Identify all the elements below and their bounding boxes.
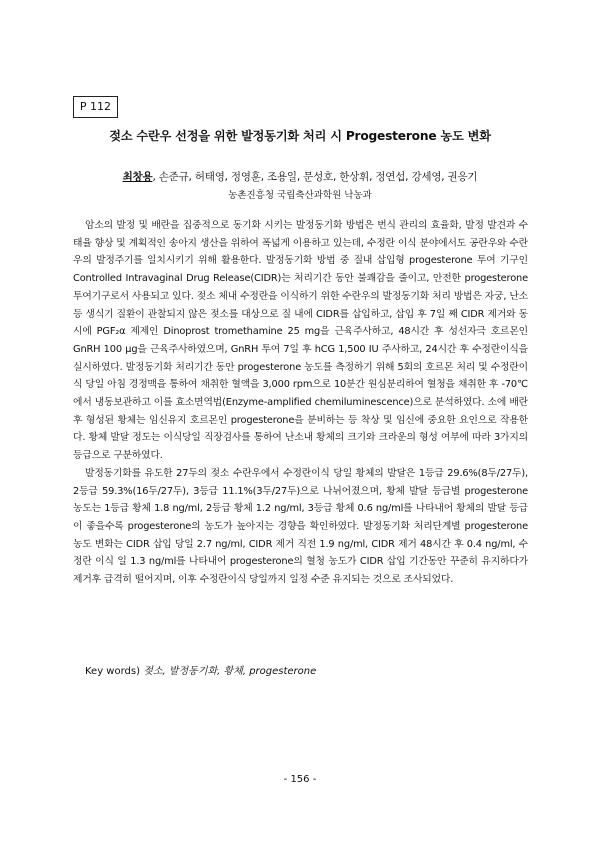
abstract-paragraph-1: 암소의 발정 및 배란을 집중적으로 동기화 시키는 발정동기화 방법은 번식 관리의 효율화, 발정 발견과 수태율 향상 및 계획적인 송아지 생산을 위하여 폭넓게 이용하고 있는데, 수정란 이식 분야에서도 공란우와 수란우의 발정주기를 일치시키기 위해 활용한다. 발정동기화 방법 중 질내 삽입형 progesterone 투여 기구인 Controlled Intravaginal Drug Release(CIDR)는 처리기간 동안 불쾌감을 줄이고, 안전한 progesterone 투여기구로서 사용되고 있다. 젖소 체내 수정란을 이식하기 위한 수란우의 발정동기화 처리 방법은 자궁, 난소 등 생식기 질환이 관찰되지 않은 젖소를 대상으로 질 내에 CIDR를 삽입하고, 삽입 후 7일 째 CIDR 제거와 동시에 PGF₂α 제제인 Dinoprost tromethamine 25 mg을 근육주사하고, 48시간 후 성선자극 호르몬인 GnRH 100 μg을 근육주사하였으며, GnRH 투여 7일 후 hCG 1,500 IU 주사하고, 24시간 후 수정란이식을 실시하였다. 발정동기화 처리기간 동안 progesterone 농도를 측정하기 위해 5회의 호르몬 처리 및 수정란이식 당일 아침 경정맥을 통하여 채취한 혈액을 3,000 rpm으로 10분간 원심분리하여 혈청을 채취한 후 -70℃에서 냉동보관하고 이를 효소면역법(Enzyme-amplified chemiluminescence)으로 분석하였다. 소에 배란 후 형성된 황체는 임신유지 호르몬인 progesterone을 분비하는 등 착상 및 임신에 중요한 요인으로 작용한다. 황체 발달 정도는 이식당일 직장검사를 통하여 난소내 황체의 크기와 크라운의 형성 여부에 따라 3가지의 등급으로 구분하였다. — [73, 220, 528, 462]
presenting-author: 최창용 — [122, 171, 153, 183]
keywords-line — [85, 662, 316, 677]
abstract-paragraph-2: 발정동기화를 유도한 27두의 젖소 수란우에서 수정란이식 당일 황체의 발달은 1등급 29.6%(8두/27두), 2등급 59.3%(16두/27두), 3등급 11.1%(3두/27두)으로 나뉘어졌으며, 황체 발달 등급별 progesterone 농도는 1등급 황체 1.8 ng/ml, 2등급 황체 1.2 ng/ml, 3등급 황체 0.6 ng/ml를 나타내어 황체의 발달 등급이 좋을수록 progesterone의 농도가 높아지는 경향을 확인하였다. 발정동기화 처리단계별 progesterone 농도 변화는 CIDR 삽입 당일 2.7 ng/ml, CIDR 제거 직전 1.9 ng/ml, CIDR 제거 48시간 후 0.4 ng/ml, 수정란 이식 일 1.3 ng/ml를 나타내어 progesterone의 혈청 농도가 CIDR 삽입 기간동안 꾸준히 유지하다가 제거후 급격히 떨어지며, 이후 수정란이식 당일까지 일정 수준 유지되는 것으로 조사되었다. — [73, 467, 528, 586]
author-list — [0, 169, 600, 184]
abstract-code-box — [73, 96, 118, 118]
page-number: - 156 - — [283, 774, 317, 785]
abstract-code: P 112 — [79, 100, 112, 113]
keywords-label: Key words) — [85, 666, 144, 677]
affiliation: 농촌진흥청 국립축산과학원 낙농과 — [228, 190, 372, 201]
paper-title: 젖소 수란우 선정을 위한 발정동기화 처리 시 Progesterone 농도 변화 — [109, 129, 491, 143]
co-authors: , 손준규, 허태영, 정영훈, 조용일, 문성호, 한상휘, 정연섭, 강세영, 권응기 — [152, 171, 478, 183]
keywords-list: 젖소, 발정동기화, 황체, progesterone — [143, 666, 317, 677]
abstract-body — [73, 217, 528, 589]
